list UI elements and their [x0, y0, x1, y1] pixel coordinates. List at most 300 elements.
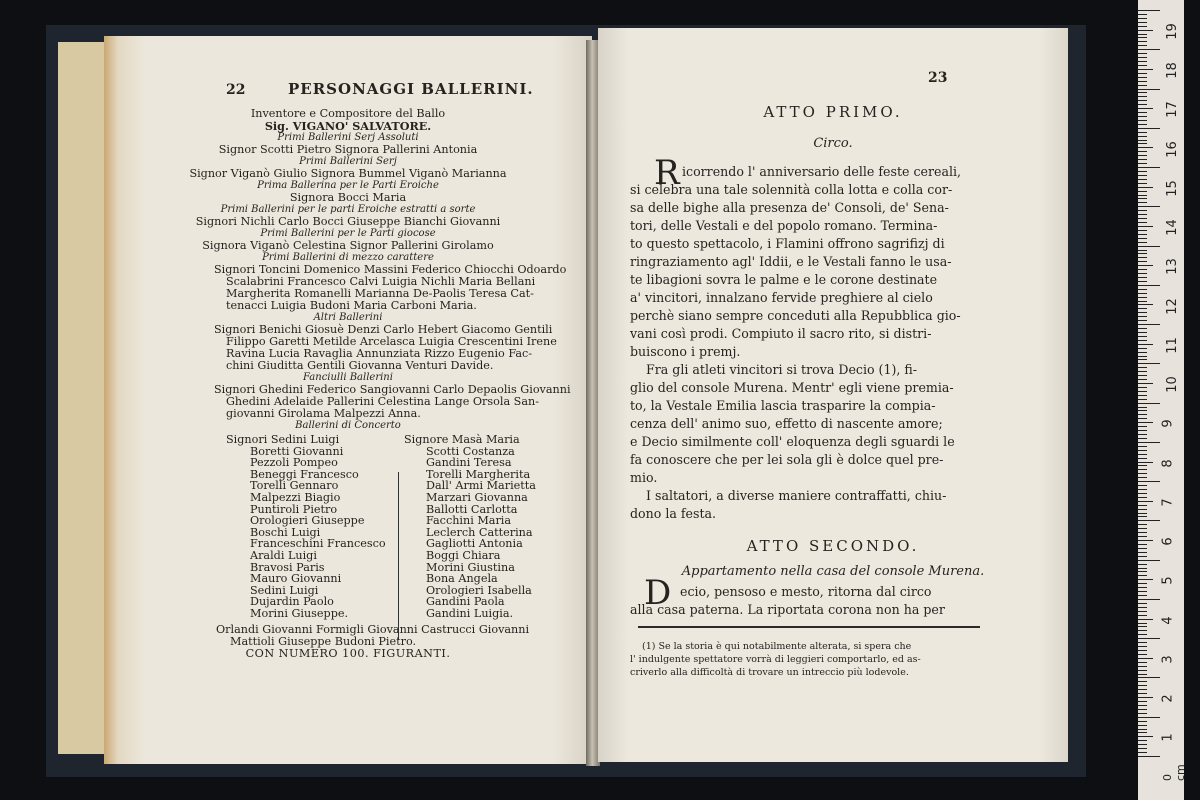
ruler-tick: [1138, 171, 1147, 172]
ruler-tick: [1138, 591, 1147, 592]
ruler-tick: [1138, 477, 1147, 478]
footnote-line: (1) Se la storia è qui notabilmente alterata, si spera che: [642, 641, 912, 652]
ruler-tick: [1138, 22, 1147, 23]
ruler-tick: [1138, 328, 1147, 329]
ruler-label: 5: [1160, 576, 1176, 586]
ruler-tick: [1138, 670, 1147, 671]
ruler-tick: [1138, 324, 1160, 325]
ruler-tick: [1138, 520, 1160, 521]
ruler-tick: [1138, 434, 1147, 435]
ruler-tick: [1138, 234, 1147, 235]
cast-line: Signori Toncini Domenico Massini Federico Chiocchi Odoardo: [214, 263, 567, 276]
ruler-tick: [1138, 187, 1153, 188]
text-line: dono la festa.: [630, 506, 717, 521]
ruler-tick: [1138, 340, 1147, 341]
ruler-label: 15: [1164, 180, 1180, 197]
ruler-tick: [1138, 250, 1147, 251]
concerto-name: Orologieri Giuseppe: [250, 514, 365, 528]
cast-line: Signora Bocci Maria: [289, 191, 407, 204]
ruler-tick: [1138, 473, 1147, 474]
ruler-label: 4: [1160, 616, 1176, 625]
ruler-tick: [1138, 30, 1153, 31]
ruler-tick: [1138, 505, 1147, 506]
ruler-label: 19: [1164, 22, 1180, 40]
ruler-tick: [1138, 179, 1147, 180]
ruler-tick: [1138, 308, 1147, 309]
ruler-tick: [1138, 674, 1147, 675]
concerto-name: Signore Masà Maria: [404, 433, 520, 446]
ruler-tick: [1138, 450, 1147, 451]
ruler-tick: [1138, 206, 1160, 207]
text-line: icorrendo l' anniversario delle feste cereali,: [682, 164, 962, 179]
ruler-tick: [1138, 108, 1153, 109]
ruler-tick: [1138, 709, 1147, 710]
ruler-label: 16: [1164, 140, 1180, 158]
text-line: a' vincitori, innalzano fervide preghiere al cielo: [630, 290, 933, 305]
ruler-tick: [1138, 191, 1147, 192]
ruler-tick: [1138, 356, 1147, 357]
ruler-tick: [1138, 143, 1147, 144]
ruler-tick: [1138, 124, 1147, 125]
ruler-tick: [1138, 238, 1147, 239]
ruler-label: 17: [1164, 101, 1180, 119]
ruler-tick: [1138, 615, 1147, 616]
credit-name: Sig. VIGANO' SALVATORE.: [264, 119, 432, 133]
ruler-tick: [1138, 151, 1147, 152]
ruler-tick: [1138, 132, 1147, 133]
ruler-tick: [1138, 748, 1147, 749]
ruler-tick: [1138, 579, 1153, 580]
ruler-tick: [1138, 18, 1147, 19]
ruler-tick: [1138, 489, 1147, 490]
ruler-tick: [1138, 626, 1147, 627]
ruler-tick: [1138, 442, 1160, 443]
ruler-tick: [1138, 246, 1160, 247]
ruler-tick: [1138, 528, 1147, 529]
ruler-tick: [1138, 422, 1153, 423]
concerto-name: Boschi Luigi: [250, 525, 321, 539]
ruler-tick: [1138, 77, 1147, 78]
ruler-tick: [1138, 73, 1147, 74]
ruler-tick: [1138, 230, 1147, 231]
ruler-tick: [1138, 316, 1147, 317]
ruler-tick: [1138, 332, 1147, 333]
ruler-tick: [1138, 147, 1153, 148]
act-two-scene: Appartamento nella casa del console Murena.: [681, 564, 985, 579]
ruler-label: 2: [1160, 694, 1176, 703]
ruler-tick: [1138, 721, 1147, 722]
text-line: sa delle bighe alla presenza de' Consoli, de' Sena-: [630, 200, 949, 215]
concerto-name: Dall' Armi Marietta: [426, 479, 536, 493]
text-line: ecio, pensoso e mesto, ritorna dal circo: [680, 584, 932, 599]
ruler-tick: [1138, 367, 1147, 368]
cast-line: Signor Scotti Pietro Signora Pallerini Antonia: [218, 143, 478, 156]
ruler-tick: [1138, 69, 1153, 70]
ruler-tick: [1138, 297, 1147, 298]
concerto-name: Puntiroli Pietro: [250, 502, 338, 516]
ruler-tick: [1138, 363, 1160, 364]
concerto-name: Torelli Gennaro: [250, 479, 339, 493]
ruler-tick: [1138, 167, 1160, 168]
ruler-tick: [1138, 265, 1153, 266]
page-number-right: 23: [928, 70, 948, 86]
concerto-name: Araldi Luigi: [250, 549, 317, 562]
ruler-tick: [1138, 379, 1147, 380]
ruler-tick: [1138, 418, 1147, 419]
ruler-tick: [1138, 571, 1147, 572]
cast-line: Scalabrini Francesco Calvi Luigia Nichli Maria Bellani: [226, 275, 536, 288]
ruler-tick: [1138, 532, 1147, 533]
ruler-tick: [1138, 257, 1147, 258]
ruler-tick: [1138, 269, 1147, 270]
ruler-tick: [1138, 277, 1147, 278]
closing-line: CON NUMERO 100. FIGURANTI.: [245, 647, 451, 660]
text-line: vani così prodi. Compiuto il sacro rito, si distri-: [630, 326, 932, 341]
ruler-tick: [1138, 595, 1147, 596]
ruler-tick: [1138, 10, 1160, 11]
text-line: cenza dell' animo suo, effetto di nascente amore;: [630, 416, 943, 431]
ruler-tick: [1138, 426, 1147, 427]
ruler-tick: [1138, 61, 1147, 62]
ruler-tick: [1138, 198, 1147, 199]
concerto-name: Gandini Luigia.: [426, 607, 514, 620]
ruler-tick: [1138, 120, 1147, 121]
ruler-tick: [1138, 312, 1147, 313]
ruler-tick: [1138, 713, 1147, 714]
ruler-tick: [1138, 638, 1160, 639]
text-line: si celebra una tale solennità colla lotta e colla cor-: [630, 182, 953, 197]
ruler-label: 1: [1160, 733, 1176, 743]
ruler-tick: [1138, 218, 1147, 219]
ruler-tick: [1138, 344, 1153, 345]
ruler-tick: [1138, 524, 1147, 525]
ruler-tick: [1138, 705, 1147, 706]
ruler-tick: [1138, 155, 1147, 156]
ruler-label: 8: [1160, 458, 1176, 468]
ruler-tick: [1138, 112, 1147, 113]
ruler-tick: [1138, 128, 1160, 129]
ruler-label: 3: [1160, 655, 1176, 664]
text-line: perchè siano sempre conceduti alla Repubblica gio-: [630, 308, 961, 323]
ruler-tick: [1138, 438, 1147, 439]
ruler-tick: [1138, 497, 1147, 498]
concerto-name: Facchini Maria: [426, 514, 512, 528]
ruler-tick: [1138, 583, 1147, 584]
ruler-tick: [1138, 677, 1160, 678]
ruler-tick: [1138, 41, 1147, 42]
ruler-tick: [1138, 642, 1147, 643]
act-one-title: ATTO PRIMO.: [763, 103, 903, 121]
act-one-scene: Circo.: [813, 136, 853, 151]
concerto-name: Signori Sedini Luigi: [226, 433, 340, 446]
ruler-tick: [1138, 226, 1153, 227]
right-page: [598, 28, 1068, 762]
concerto-name: Leclerch Catterina: [426, 525, 533, 539]
text-line: alla casa paterna. La riportata corona non ha per: [630, 602, 945, 617]
ruler-tick: [1138, 202, 1147, 203]
ruler-tick: [1138, 560, 1160, 561]
ruler-tick: [1138, 336, 1147, 337]
cast-line: Filippo Garetti Metilde Arcelasca Luigia Crescentini Irene: [226, 335, 557, 348]
concerto-name: Morini Giuseppe.: [250, 607, 349, 620]
concerto-name: Mauro Giovanni: [250, 572, 342, 586]
act-two-title: ATTO SECONDO.: [746, 537, 920, 555]
ruler-tick: [1138, 399, 1147, 400]
ruler-tick: [1138, 611, 1147, 612]
ruler-tick: [1138, 689, 1147, 690]
ruler-tick: [1138, 273, 1147, 274]
credit-line: Inventore e Compositore del Ballo: [250, 107, 446, 120]
section-heading: Primi Ballerini di mezzo carattere: [262, 252, 434, 263]
ruler-tick: [1138, 729, 1147, 730]
ruler-tick: [1138, 183, 1147, 184]
ruler-tick: [1138, 210, 1147, 211]
ruler-tick: [1138, 85, 1147, 86]
ruler-tick: [1138, 395, 1147, 396]
ruler-tick: [1138, 619, 1153, 620]
text-line: to, la Vestale Emilia lascia trasparire la compia-: [630, 398, 936, 413]
ruler-label: 10: [1164, 376, 1180, 393]
ruler-tick: [1138, 387, 1147, 388]
cast-line: Signori Ghedini Federico Sangiovanni Carlo Depaolis Giovanni: [214, 383, 571, 396]
ruler-tick: [1138, 104, 1147, 105]
concerto-name: Dujardin Paolo: [250, 595, 334, 609]
cast-line: Orlandi Giovanni Formigli Giovanni Castrucci Giovanni: [216, 623, 530, 636]
text-line: mio.: [630, 470, 658, 485]
concerto-name: Pezzoli Pompeo: [250, 456, 338, 470]
concerto-name: Franceschini Francesco: [250, 537, 386, 551]
concerto-name: Marzari Giovanna: [426, 491, 528, 504]
page-number-left: 22: [226, 82, 246, 98]
section-heading: Ballerini di Concerto: [295, 420, 401, 431]
ruler-tick: [1138, 301, 1147, 302]
ruler-tick: [1138, 446, 1147, 447]
ruler-tick: [1138, 685, 1147, 686]
ruler-tick: [1138, 45, 1147, 46]
ruler-tick: [1138, 116, 1147, 117]
page-header: PERSONAGGI BALLERINI.: [288, 80, 534, 98]
cast-line: Signora Viganò Celestina Signor Pallerini Girolamo: [202, 239, 494, 252]
ruler-tick: [1138, 607, 1147, 608]
ruler-tick: [1138, 501, 1153, 502]
ruler-tick: [1138, 348, 1147, 349]
text-line: ringraziamento agl' Iddii, e le Vestali fanno le usa-: [630, 254, 952, 269]
ruler-tick: [1138, 352, 1147, 353]
ruler-tick: [1138, 285, 1160, 286]
ruler-tick: [1138, 732, 1147, 733]
ruler-tick: [1138, 383, 1153, 384]
left-page: [104, 36, 592, 764]
ruler-tick: [1138, 391, 1147, 392]
ruler-tick: [1138, 403, 1160, 404]
ruler-tick: [1138, 516, 1147, 517]
cast-line: chini Giuditta Gentili Giovanna Venturi Davide.: [226, 359, 494, 372]
ruler-label: 18: [1164, 62, 1180, 79]
concerto-name: Gagliotti Antonia: [426, 537, 523, 551]
ruler-label: 13: [1164, 258, 1180, 276]
ruler-tick: [1138, 623, 1147, 624]
ruler-tick: [1138, 634, 1147, 635]
cast-line: Signori Benichi Giosuè Denzi Carlo Hebert Giacomo Gentili: [214, 323, 553, 336]
text-line: I saltatori, a diverse maniere contraffatti, chiu-: [646, 488, 947, 503]
ruler-tick: [1138, 701, 1147, 702]
ruler-tick: [1138, 717, 1160, 718]
text-line: to questo spettacolo, i Flamini offrono sagrifizj di: [630, 236, 945, 251]
section-heading: Primi Ballerini per le parti Eroiche estratti a sorte: [220, 204, 476, 215]
ruler-tick: [1138, 92, 1147, 93]
ruler-tick: [1138, 548, 1147, 549]
ruler-tick: [1138, 744, 1147, 745]
ruler-tick: [1138, 53, 1147, 54]
ruler-tick: [1138, 509, 1147, 510]
ruler-tick: [1138, 568, 1147, 569]
ruler-tick: [1138, 658, 1153, 659]
ruler-tick: [1138, 430, 1147, 431]
ruler-tick: [1138, 293, 1147, 294]
section-heading: Prima Ballerina per le Parti Eroiche: [257, 180, 439, 191]
ruler-tick: [1138, 575, 1147, 576]
ruler-tick: [1138, 454, 1147, 455]
ruler-tick: [1138, 662, 1147, 663]
ruler-label: 14: [1164, 219, 1180, 236]
ruler-tick: [1138, 195, 1147, 196]
concerto-name: Orologieri Isabella: [426, 583, 532, 597]
measuring-ruler: [1138, 0, 1187, 800]
ruler-tick: [1138, 253, 1147, 254]
ruler-tick: [1138, 214, 1147, 215]
ruler-tick: [1138, 536, 1147, 537]
cast-line: Signori Nichli Carlo Bocci Giuseppe Bianchi Giovanni: [195, 215, 501, 228]
cast-line: Ghedini Adelaide Pallerini Celestina Lange Orsola San-: [226, 395, 539, 408]
ruler-tick: [1138, 752, 1147, 753]
concerto-name: Beneggi Francesco: [250, 467, 359, 481]
footnote-line: l' indulgente spettatore vorrà di leggieri comportarlo, ed as-: [630, 654, 921, 665]
ruler-tick: [1138, 481, 1160, 482]
ruler-tick: [1138, 630, 1147, 631]
ruler-label: 7: [1160, 498, 1176, 507]
cast-line: tenacci Luigia Budoni Maria Carboni Maria.: [226, 299, 477, 312]
ruler-tick: [1138, 136, 1147, 137]
cast-line: Mattioli Giuseppe Budoni Pietro.: [230, 635, 417, 648]
drop-cap: D: [644, 573, 672, 613]
ruler-tick: [1138, 599, 1160, 600]
text-line: e Decio similmente coll' eloquenza degli sguardi le: [630, 434, 955, 449]
ruler-tick: [1138, 163, 1147, 164]
ruler-tick: [1138, 736, 1153, 737]
ruler-tick: [1138, 304, 1153, 305]
ruler-tick: [1138, 603, 1147, 604]
concerto-name: Morini Giustina: [426, 560, 515, 574]
ruler-tick: [1138, 65, 1147, 66]
ruler-tick: [1138, 375, 1147, 376]
ruler-tick: [1138, 469, 1147, 470]
ruler-tick: [1138, 646, 1147, 647]
ruler-tick: [1138, 34, 1147, 35]
ruler-tick: [1138, 281, 1147, 282]
section-heading: Primi Ballerini Serj Assoluti: [277, 132, 419, 143]
ruler-tick: [1138, 587, 1147, 588]
ruler-tick: [1138, 414, 1147, 415]
ruler-label: 12: [1164, 297, 1180, 315]
ruler-tick: [1138, 49, 1160, 50]
ruler-tick: [1138, 697, 1153, 698]
text-line: glio del console Murena. Mentr' egli viene premia-: [630, 380, 954, 395]
ruler-tick: [1138, 666, 1147, 667]
ruler-tick: [1138, 26, 1147, 27]
concerto-name: Bona Angela: [426, 572, 498, 586]
cast-line: Signor Viganò Giulio Signora Bummel Viganò Marianna: [189, 167, 507, 180]
text-line: fa conoscere che per lei sola gli è dolce quel pre-: [630, 452, 944, 467]
text-line: buiscono i premj.: [630, 344, 741, 359]
concerto-name: Torelli Margherita: [426, 467, 531, 481]
ruler-tick: [1138, 756, 1160, 757]
section-heading: Fanciulli Ballerini: [303, 372, 393, 383]
section-heading: Altri Ballerini: [313, 312, 383, 323]
footnote-rule: [638, 626, 980, 628]
cast-line: Margherita Romanelli Marianna De-Paolis Teresa Cat-: [226, 287, 534, 300]
ruler-tick: [1138, 159, 1147, 160]
ruler-tick: [1138, 289, 1147, 290]
text-line: Fra gli atleti vincitori si trova Decio (1), fi-: [646, 362, 918, 377]
ruler-tick: [1138, 37, 1147, 38]
ruler-unit-label: 0 cm: [1161, 764, 1187, 781]
ruler-tick: [1138, 96, 1147, 97]
concerto-name: Gandini Teresa: [426, 456, 512, 470]
ruler-tick: [1138, 462, 1153, 463]
ruler-tick: [1138, 458, 1147, 459]
ruler-tick: [1138, 540, 1153, 541]
ruler-tick: [1138, 693, 1147, 694]
section-heading: Primi Ballerini per le Parti giocose: [260, 228, 436, 239]
ruler-tick: [1138, 320, 1147, 321]
concerto-name: Boggi Chiara: [426, 549, 501, 562]
ruler-tick: [1138, 81, 1147, 82]
ruler-tick: [1138, 242, 1147, 243]
text-line: te libagioni sovra le palme e le corone destinate: [630, 272, 938, 287]
ruler-tick: [1138, 681, 1147, 682]
column-divider: [398, 472, 399, 640]
ruler-tick: [1138, 564, 1147, 565]
ruler-tick: [1138, 725, 1147, 726]
drop-cap: R: [654, 153, 680, 193]
footnote-line: criverlo alla difficoltà di trovare un intreccio più lodevole.: [630, 667, 909, 678]
ruler-tick: [1138, 552, 1147, 553]
concerto-name: Scotti Costanza: [426, 444, 515, 458]
ruler-tick: [1138, 57, 1147, 58]
ruler-tick: [1138, 513, 1147, 514]
ruler-tick: [1138, 222, 1147, 223]
ruler-tick: [1138, 14, 1147, 15]
ruler-tick: [1138, 493, 1147, 494]
concerto-name: Malpezzi Biagio: [250, 491, 341, 504]
cast-line: giovanni Girolama Malpezzi Anna.: [226, 407, 421, 420]
ruler-tick: [1138, 175, 1147, 176]
concerto-name: Sedini Luigi: [250, 583, 319, 597]
concerto-name: Ballotti Carlotta: [426, 502, 518, 516]
text-line: tori, delle Vestali e del popolo romano. Termina-: [630, 218, 938, 233]
concerto-name: Gandini Paola: [426, 595, 505, 609]
ruler-tick: [1138, 359, 1147, 360]
ruler-tick: [1138, 140, 1147, 141]
concerto-name: Bravosi Paris: [250, 560, 325, 574]
ruler-tick: [1138, 371, 1147, 372]
ruler-tick: [1138, 654, 1147, 655]
ruler-tick: [1138, 100, 1147, 101]
ruler-tick: [1138, 556, 1147, 557]
ruler-label: 6: [1160, 537, 1176, 546]
section-heading: Primi Ballerini Serj: [299, 156, 397, 167]
ruler-label: 9: [1160, 419, 1176, 428]
